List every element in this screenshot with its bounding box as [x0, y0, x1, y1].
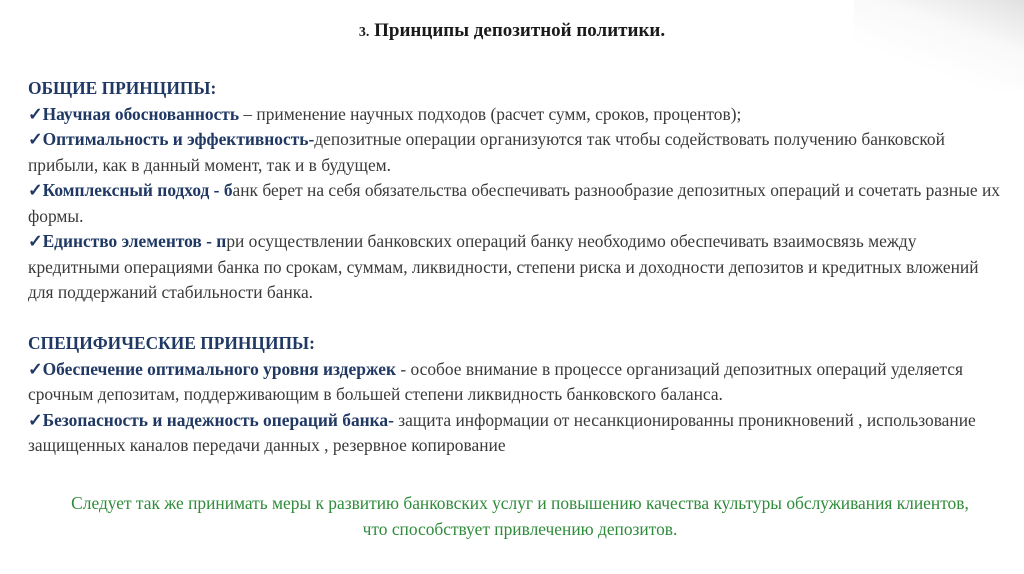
list-item — [28, 408, 1003, 459]
item-bold: Комплексный подход - б — [42, 180, 233, 200]
list-item — [28, 357, 1003, 408]
item-bold: Оптимальность и эффективность- — [42, 129, 315, 149]
item-bold: Обеспечение оптимального уровня издержек — [42, 358, 396, 379]
item-text: ри осуществлении банковских операций банку необходимо обеспечивать взаимосвязь между кредитными операциями банка по срокам, суммам, ликвидности, степени риска и доходности депозитов и кредитных вложений для поддержаний стабильности банка. — [28, 231, 979, 302]
footer-note: Следует так же принимать меры к развитию банковских услуг и повышению качества культуры обслуживания клиентов, что способствует привлечению депозитов. — [71, 493, 969, 539]
checkmark-icon: ✓ — [28, 103, 43, 124]
item-bold: Безопасность и надежность операций банка- — [42, 409, 394, 430]
list-item — [28, 229, 1003, 306]
slide-content — [28, 76, 1003, 459]
list-item — [28, 102, 1003, 128]
title-number: 3. — [358, 25, 370, 40]
item-bold: Научная обоснованность — [42, 103, 240, 124]
checkmark-icon: ✓ — [28, 129, 43, 149]
general-principles-heading: ОБЩИЕ ПРИНЦИПЫ: — [28, 78, 217, 98]
item-text: - особое внимание в процессе организаций депозитных операций уделяется срочным депозитам, поддерживающим в большей степени ликвидность банковского баланса. — [28, 358, 963, 404]
spacer — [28, 306, 1003, 332]
slide-title — [0, 20, 1024, 42]
checkmark-icon: ✓ — [28, 409, 43, 430]
item-text: анк берет на себя обязательства обеспечивать разнообразие депозитных операций и сочетать разные их формы. — [28, 180, 1000, 226]
item-text: депозитные операции организуются так чтобы содействовать получению банковской прибыли, как в данный момент, так и в будущем. — [28, 129, 945, 175]
list-item — [28, 127, 1003, 178]
title-text: Принципы депозитной политики. — [374, 20, 666, 41]
checkmark-icon: ✓ — [28, 358, 43, 379]
specific-principles-heading: СПЕЦИФИЧЕСКИЕ ПРИНЦИПЫ: — [28, 333, 315, 353]
checkmark-icon: ✓ — [28, 180, 43, 200]
checkmark-icon: ✓ — [28, 231, 43, 251]
item-text: – применение научных подходов (расчет сумм, сроков, процентов); — [239, 103, 742, 124]
item-bold: Единство элементов - п — [42, 231, 227, 251]
item-text: защита информации от несанкционированны проникновений , использование защищенных каналов передачи данных , резервное копирование — [28, 409, 976, 455]
list-item — [28, 178, 1003, 229]
